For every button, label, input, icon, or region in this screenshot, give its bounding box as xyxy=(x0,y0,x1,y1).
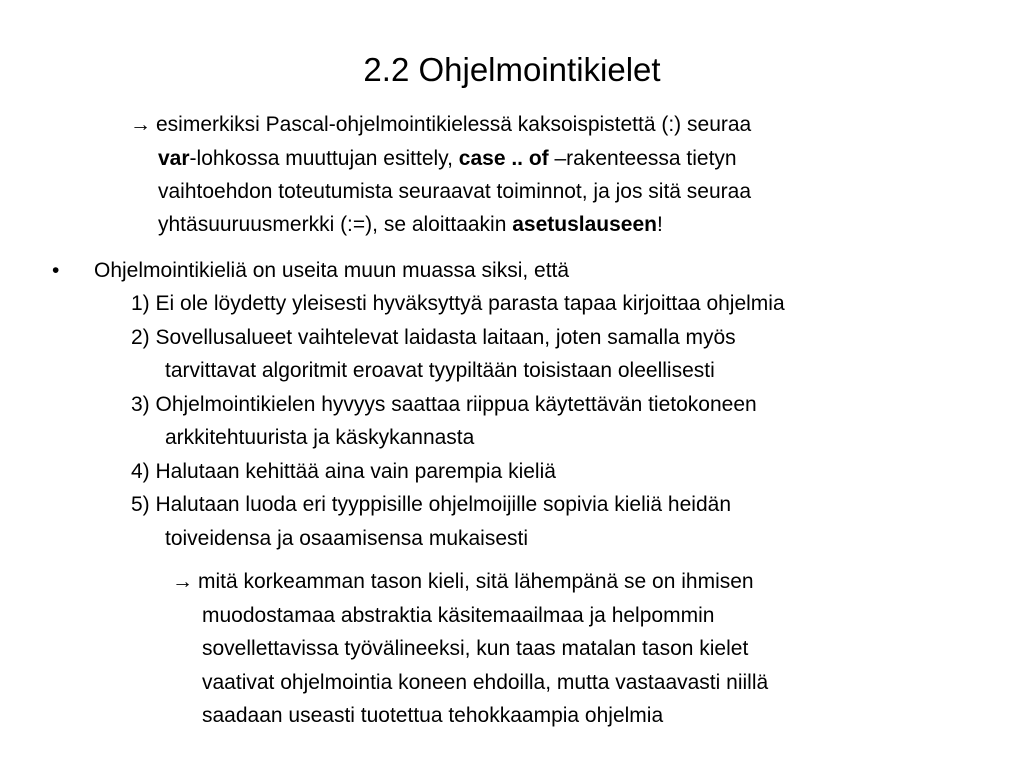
keyword-case-of: case .. of xyxy=(458,147,549,170)
note1-text-4b: ! xyxy=(656,213,663,236)
note1-line-2 xyxy=(158,142,737,175)
note1-text-1: esimerkiksi Pascal-ohjelmointikielessä kaksoispistettä (:) seuraa xyxy=(156,113,752,136)
note2-line-5: saadaan useasti tuotettua tehokkaampia ohjelmia xyxy=(202,704,664,727)
note2-line-4: vaativat ohjelmointia koneen ehdoilla, mutta vastaavasti niillä xyxy=(202,671,769,694)
right-arrow-icon: → xyxy=(130,113,151,136)
list-item-2b: tarvittavat algoritmit eroavat tyypiltään toisistaan oleellisesti xyxy=(165,359,715,382)
note1-line-4 xyxy=(158,208,663,241)
list-item-5a: 5) Halutaan luoda eri tyyppisille ohjelmoijille sopivia kieliä heidän xyxy=(131,493,731,516)
list-item-1: 1) Ei ole löydetty yleisesti hyväksyttyä parasta tapaa kirjoittaa ohjelmia xyxy=(131,292,785,315)
note2-text-1: mitä korkeamman tason kieli, sitä lähempänä se on ihmisen xyxy=(198,570,754,593)
note2-line-1 xyxy=(172,565,754,598)
note1-text-2a: -lohkossa muuttujan esittely, xyxy=(189,147,459,170)
note1-line-3: vaihtoehdon toteutumista seuraavat toiminnot, ja jos sitä seuraa xyxy=(158,180,752,203)
list-item-5b: toiveidensa ja osaamisensa mukaisesti xyxy=(165,527,529,550)
keyword-asetuslauseen: asetuslauseen xyxy=(512,213,657,236)
note1-text-4a: yhtäsuuruusmerkki (:=), se aloittaakin xyxy=(158,213,513,236)
note2-line-3: sovellettavissa työvälineeksi, kun taas matalan tason kielet xyxy=(202,637,749,660)
right-arrow-icon: → xyxy=(172,570,193,593)
note1-text-2b: –rakenteessa tietyn xyxy=(548,147,737,170)
list-item-2a: 2) Sovellusalueet vaihtelevat laidasta laitaan, joten samalla myös xyxy=(131,326,736,349)
note1-line-1 xyxy=(130,108,751,141)
note2-line-2: muodostamaa abstraktia käsitemaailmaa ja helpommin xyxy=(202,604,715,627)
list-item-4: 4) Halutaan kehittää aina vain parempia kieliä xyxy=(131,460,556,483)
keyword-var: var xyxy=(158,147,190,170)
list-item-3a: 3) Ohjelmointikielen hyvyys saattaa riippua käytettävän tietokoneen xyxy=(131,393,757,416)
slide-title: 2.2 Ohjelmointikielet xyxy=(363,51,661,88)
bullet-text: Ohjelmointikieliä on useita muun muassa siksi, että xyxy=(94,259,570,282)
list-item-3b: arkkitehtuurista ja käskykannasta xyxy=(165,426,475,449)
bullet-marker: • xyxy=(52,259,60,282)
